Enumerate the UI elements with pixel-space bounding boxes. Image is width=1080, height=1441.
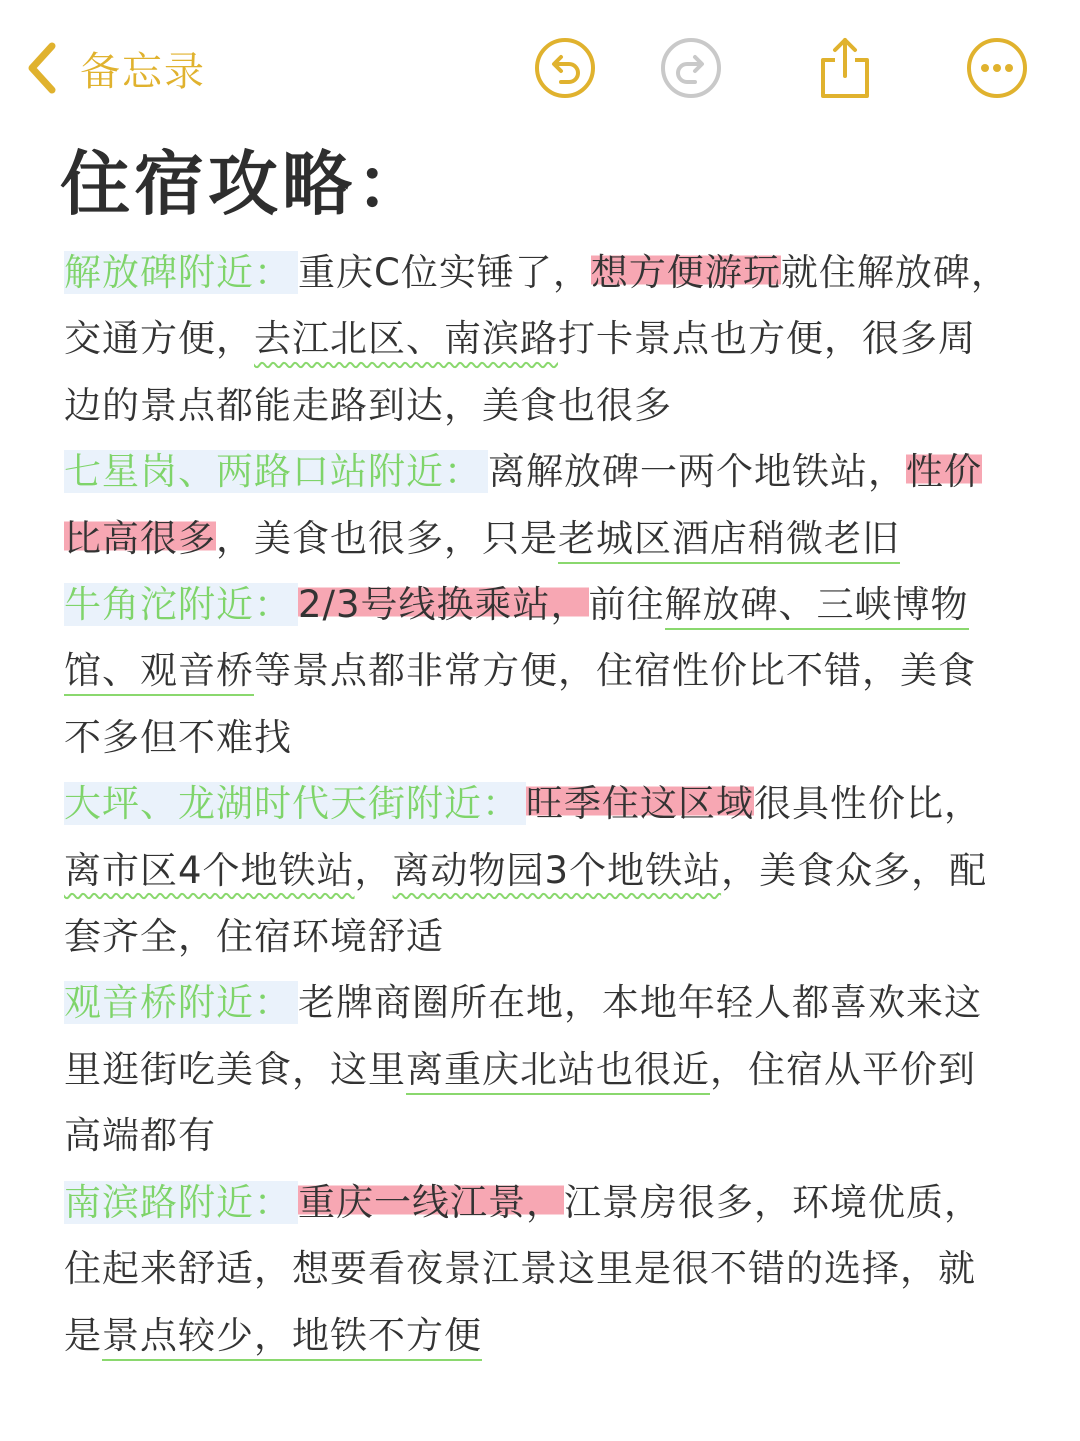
note-title: 住宿攻略： bbox=[60, 143, 430, 225]
redo-button[interactable] bbox=[659, 36, 723, 100]
section-text: 前往 bbox=[588, 583, 665, 627]
highlight-text: 重庆一线江景， bbox=[298, 1180, 564, 1224]
note-body[interactable] bbox=[64, 240, 1009, 1369]
section-nanbinlu bbox=[64, 1170, 1009, 1369]
section-text: 重庆C位实锤了， bbox=[298, 251, 591, 294]
back-button[interactable] bbox=[22, 38, 206, 98]
section-text: 就住解放碑，交通方便， bbox=[64, 251, 1009, 361]
undo-button[interactable] bbox=[533, 36, 597, 100]
chevron-left-icon bbox=[22, 40, 62, 96]
top-toolbar bbox=[0, 0, 1080, 135]
section-jiefangbei bbox=[64, 240, 1009, 439]
share-button[interactable] bbox=[813, 36, 877, 100]
section-niujiaotuo bbox=[64, 572, 1009, 771]
share-icon bbox=[813, 36, 877, 100]
highlight-text: 旺季住这区域 bbox=[526, 782, 754, 826]
highlight-text: 性价比高很多 bbox=[64, 450, 982, 560]
underlined-text: 解放碑、三峡博物馆、观音桥 bbox=[64, 583, 969, 696]
section-text: ，美食众多，配套齐全，住宿环境舒适 bbox=[64, 848, 988, 959]
underlined-text: 离重庆北站也很近 bbox=[406, 1048, 710, 1095]
wavy-underlined-text: 离市区4个地铁站 bbox=[64, 848, 355, 892]
section-text: 等景点都非常方便，住宿性价比不错，美食不多但不难找 bbox=[64, 649, 976, 759]
section-label: 七星岗、两路口站附近： bbox=[64, 450, 488, 493]
section-daping bbox=[64, 771, 1009, 970]
wavy-underlined-text: 去江北区、南滨路 bbox=[254, 317, 558, 361]
highlight-text: 2/3号线换乘站， bbox=[298, 583, 589, 627]
section-text: 离解放碑一两个地铁站， bbox=[488, 450, 906, 494]
section-text: 老牌商圈所在地，本地年轻人都喜欢来这里逛街吃美食，这里 bbox=[64, 981, 982, 1091]
section-label: 大坪、龙湖时代天街附近： bbox=[64, 782, 526, 825]
wavy-underlined-text: 离动物园3个地铁站 bbox=[392, 848, 722, 892]
section-qixinggang bbox=[64, 439, 1009, 572]
section-label: 观音桥附近： bbox=[64, 981, 298, 1024]
highlight-text: 想方便游玩 bbox=[590, 251, 781, 294]
section-text: 打卡景点也方便，很多周边的景点都能走路到达，美食也很多 bbox=[64, 317, 976, 427]
section-text: ， bbox=[354, 848, 393, 892]
section-label: 牛角沱附近： bbox=[64, 583, 298, 626]
underlined-text: 老城区酒店稍微老旧 bbox=[558, 517, 900, 564]
underlined-text: 景点较少，地铁不方便 bbox=[102, 1314, 482, 1361]
section-text: 很具性价比， bbox=[754, 782, 982, 826]
redo-icon bbox=[659, 36, 723, 100]
section-guanyinqiao bbox=[64, 970, 1009, 1169]
back-label: 备忘录 bbox=[80, 48, 206, 95]
more-icon bbox=[965, 36, 1029, 100]
section-text: ，美食也很多，只是 bbox=[216, 516, 558, 560]
section-text: ，住宿从平价到高端都有 bbox=[64, 1047, 976, 1158]
section-text: 江景房很多，环境优质，住起来舒适，想要看夜景江景这里是很不错的选择，就是 bbox=[64, 1180, 982, 1357]
section-label: 南滨路附近： bbox=[64, 1181, 298, 1224]
undo-icon bbox=[533, 36, 597, 100]
section-label: 解放碑附近： bbox=[64, 251, 298, 294]
more-button[interactable] bbox=[965, 36, 1029, 100]
